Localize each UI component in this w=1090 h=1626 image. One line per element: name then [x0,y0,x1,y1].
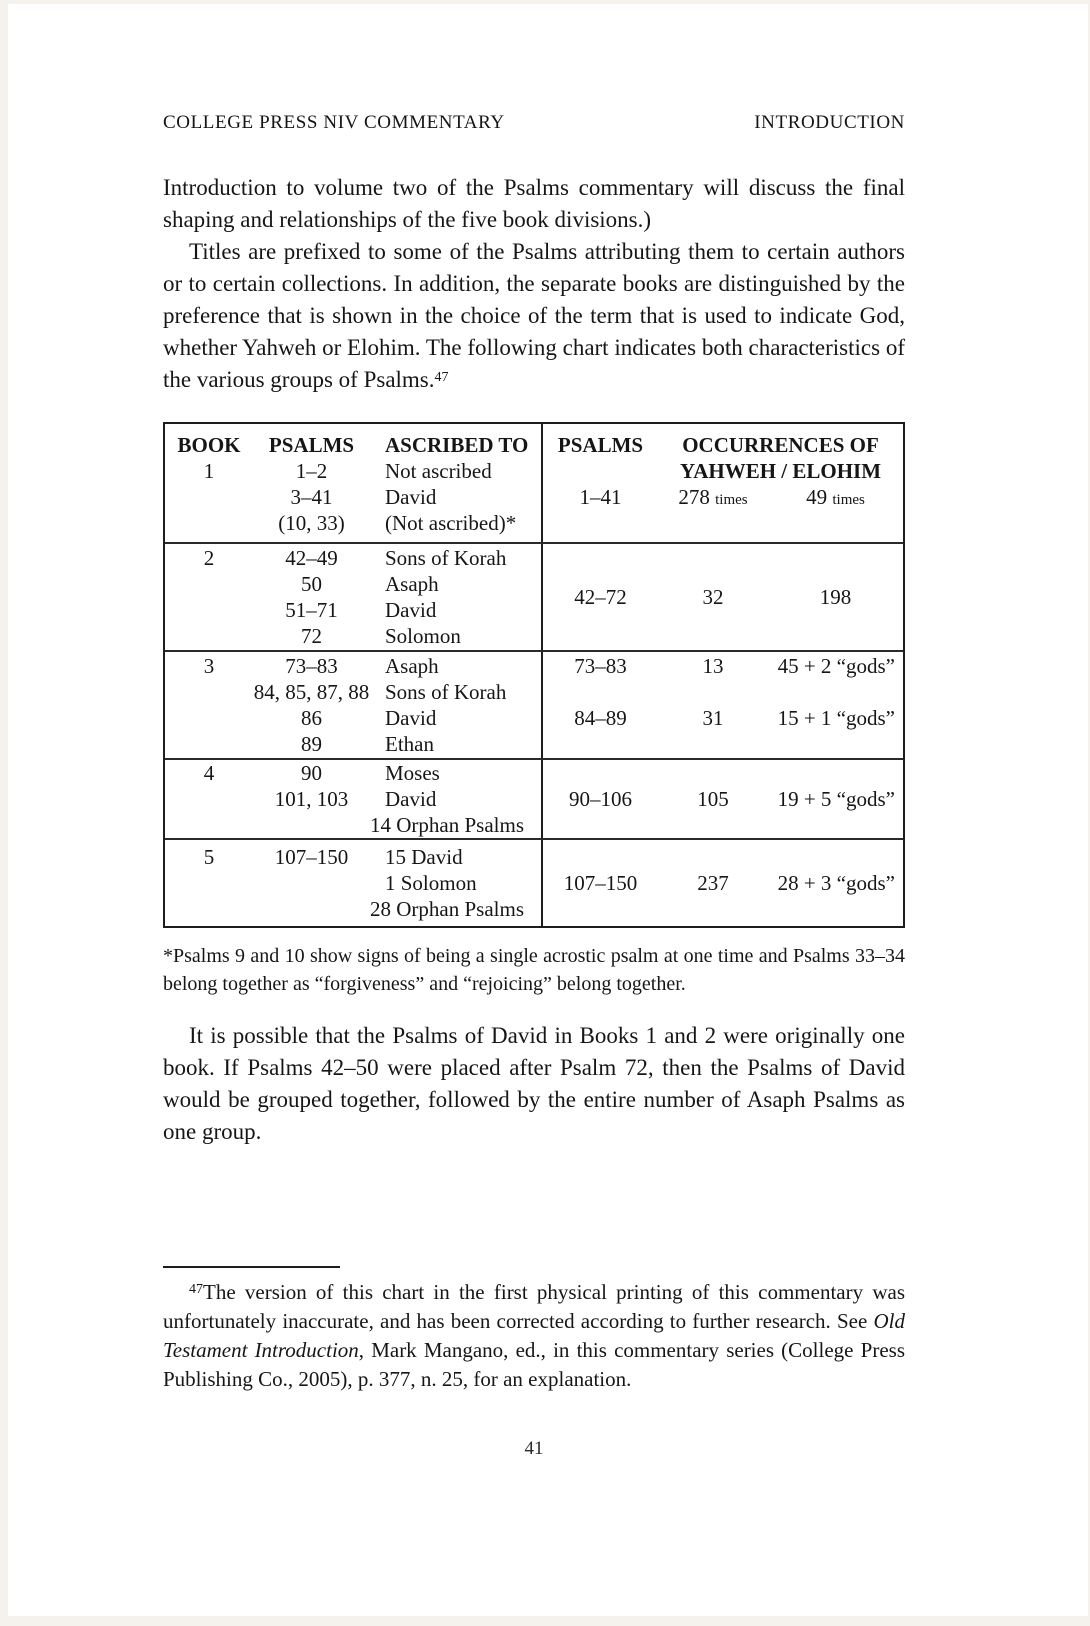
footnote-book-title: Old Testament Introduction [163,1309,905,1362]
cell-yahweh-count: 32 [702,585,724,609]
cell-psalms: 86 [301,706,322,730]
cell-book [165,571,253,597]
cell-elohim-count: 198 [819,585,852,609]
cell-ascribed: Solomon [385,624,461,648]
cell-yahweh-count [658,484,768,510]
cell-ascribed: 15 David [385,845,463,869]
cell-psalms: 90 [301,761,322,785]
cell-ascribed: David [385,485,437,509]
cell-book: 1 [203,459,215,483]
table-row-book-1 [165,424,903,542]
cell-book [165,812,253,838]
cell-book [165,597,253,623]
table-right-data-line [543,705,903,731]
footnote-separator-rule [163,1266,340,1268]
table-right-header-line1 [543,432,903,458]
cell-psalms-range: 107–150 [563,871,638,895]
cell-book [165,731,253,757]
table-line [165,896,541,922]
count-unit: times [715,492,748,508]
cell-psalms-range: 42–72 [574,585,627,609]
cell-psalms: 3–41 [290,485,333,509]
table-row-right [543,424,903,542]
cell-psalms: 101, 103 [274,787,349,811]
cell-ascribed: Asaph [385,572,439,596]
cell-yahweh-count: 31 [702,706,724,730]
cell-psalms: 50 [301,572,322,596]
cell-book [165,510,253,536]
cell-ascribed: (Not ascribed)* [385,511,517,535]
cell-book: 4 [203,761,215,785]
cell-psalms: 84, 85, 87, 88 [253,680,370,704]
table-row-book-4 [165,758,903,838]
footnote-text-after: , Mark Mangano, ed., in this commentary series (College Press Publishing Co., 2005), p. 377, n. 25, for an explanation. [163,1338,905,1391]
paragraph-titles [163,236,905,396]
count-number: 278 [678,485,710,509]
cell-ascribed: Ethan [385,732,434,756]
cell-yahweh-count: 13 [702,654,724,678]
cell-psalms-range: 1–41 [579,485,622,509]
table-left-header [165,432,541,458]
table-line [165,760,541,786]
table-line [165,458,541,484]
cell-psalms: (10, 33) [278,511,345,535]
table-right-data-line [543,484,903,510]
table-right-data-line [543,870,903,896]
cell-psalms [253,896,370,922]
psalms-ascription-table [163,422,905,928]
cell-yahweh-count: 105 [697,787,729,811]
page-content [8,4,1088,1460]
footnote-marker: 47 [189,1282,203,1297]
count-number: 49 [806,485,828,509]
page-number: 41 [524,1438,544,1459]
cell-elohim-count [768,484,903,510]
table-row-book-2 [165,542,903,650]
cell-book [165,679,253,705]
cell-psalms: 51–71 [285,598,338,622]
table-line [165,571,541,597]
cell-ascribed: David [385,787,437,811]
table-line [165,679,541,705]
cell-ascribed: Sons of Korah [385,546,507,570]
cell-psalms-range: 84–89 [574,706,627,730]
cell-psalms: 107–150 [274,845,349,869]
footnote-reference-47: 47 [434,370,449,385]
cell-book: 3 [203,654,215,678]
cell-psalms: 72 [301,624,322,648]
cell-book [165,705,253,731]
book-page [8,4,1088,1616]
cell-book: 5 [203,845,215,869]
table-right-header-line2 [543,458,903,484]
cell-ascribed: Asaph [385,654,439,678]
cell-psalms-range: 90–106 [569,787,632,811]
table-row-book-5 [165,838,903,926]
running-head-left: COLLEGE PRESS NIV COMMENTARY [163,112,505,133]
cell-ascribed: 14 Orphan Psalms [370,813,524,837]
col-header-psalms-right: PSALMS [557,433,644,457]
cell-book [165,870,253,896]
cell-book [165,623,253,649]
table-right-data-line [543,584,903,610]
count-unit: times [832,492,865,508]
table-row-left [165,760,543,838]
footnote-47 [163,1278,905,1394]
spacer-cell [543,458,658,484]
table-row-right [543,652,903,758]
cell-psalms: 89 [301,732,322,756]
cell-elohim-count: 28 + 3 “gods” [777,871,895,895]
table-row-right [543,840,903,926]
table-line [165,597,541,623]
cell-psalms: 73–83 [285,654,338,678]
table-line [165,623,541,649]
cell-ascribed: 28 Orphan Psalms [370,897,524,921]
cell-psalms: 42–49 [285,546,338,570]
running-head-right: INTRODUCTION [754,112,905,133]
table-line [165,844,541,870]
table-line [165,545,541,571]
table-right-data-line [543,786,903,812]
table-line [165,510,541,536]
table-line [165,731,541,757]
cell-psalms [253,870,370,896]
table-line [165,870,541,896]
cell-ascribed: 1 Solomon [385,871,477,895]
table-row-left [165,652,543,758]
cell-psalms-range: 73–83 [574,654,627,678]
col-header-ascribed-to: ASCRIBED TO [385,433,529,457]
col-header-occurrences-line1: OCCURRENCES OF [682,433,879,457]
cell-book [165,786,253,812]
cell-elohim-count: 45 + 2 “gods” [777,654,895,678]
running-head [163,112,905,134]
cell-ascribed: Sons of Korah [385,680,507,704]
col-header-psalms: PSALMS [268,433,355,457]
table-right-data-line [543,653,903,679]
cell-elohim-count: 19 + 5 “gods” [777,787,895,811]
paragraph-intro-continuation: Introduction to volume two of the Psalms commentary will discuss the final shaping and relationships of the five book divisions.) [163,175,905,232]
table-line [165,653,541,679]
table-row-left [165,424,543,542]
table-row-book-3 [165,650,903,758]
table-line [165,484,541,510]
cell-yahweh-count: 237 [697,871,729,895]
table-line [165,705,541,731]
paragraph-psalms-of-david: It is possible that the Psalms of David in Books 1 and 2 were originally one book. If Psalms 42–50 were placed after Psalm 72, then the Psalms of David would be grouped together, followed by the entire number of Asaph Psalms as one group. [163,1023,905,1144]
cell-book [165,896,253,922]
cell-ascribed: David [385,598,437,622]
cell-ascribed: Not ascribed [385,459,492,483]
col-header-occurrences-line2: YAHWEH / ELOHIM [679,459,882,483]
cell-ascribed: David [385,706,437,730]
col-header-book: BOOK [177,433,241,457]
cell-psalms [253,812,370,838]
footnote-text-before: The version of this chart in the first physical printing of this commentary was unfortunately inaccurate, and has been corrected according to further research. See [163,1280,905,1333]
table-line [165,812,541,838]
spacer-line [543,679,903,705]
table-line [165,786,541,812]
paragraph-titles-text: Titles are prefixed to some of the Psalms attributing them to certain authors or to certain collections. In addition, the separate books are distinguished by the preference that is shown in the choice of the term that is used to indicate God, whether Yahweh or Elohim. The following chart indicates both characteristics of the various groups of Psalms. [163,239,905,392]
table-row-left [165,544,543,650]
table-row-right [543,760,903,838]
cell-elohim-count: 15 + 1 “gods” [777,706,895,730]
table-row-right [543,544,903,650]
cell-book: 2 [203,546,215,570]
cell-book [165,484,253,510]
cell-ascribed: Moses [385,761,440,785]
table-row-left [165,840,543,926]
cell-psalms: 1–2 [295,459,328,483]
table-asterisk-note: *Psalms 9 and 10 show signs of being a single acrostic psalm at one time and Psalms 33–34 belong together as “forgiveness” and “rejoicing” belong together. [163,945,905,995]
